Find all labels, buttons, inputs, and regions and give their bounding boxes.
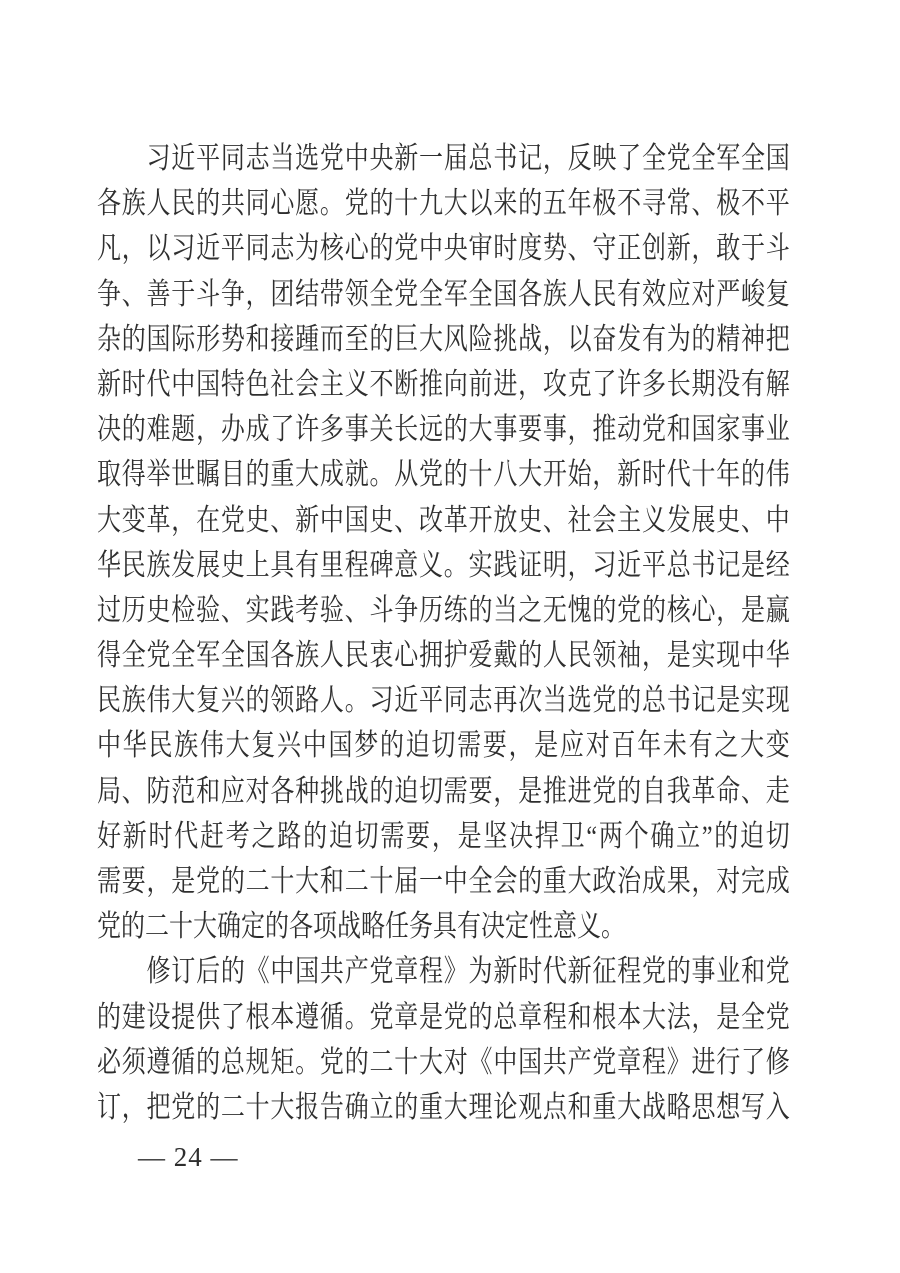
- text-line: 凡，以习近平同志为核心的党中央审时度势、守正创新，敢于斗: [97, 232, 790, 266]
- body-text: [97, 136, 790, 1130]
- text-line: 订，把党的二十大报告确立的重大理论观点和重大战略思想写入: [97, 1090, 790, 1124]
- text-line: 新时代中国特色社会主义不断推向前进，攻克了许多长期没有解: [97, 367, 790, 401]
- text-line: 争、善于斗争，团结带领全党全军全国各族人民有效应对严峻复: [97, 277, 790, 311]
- text-line: 修订后的《中国共产党章程》为新时代新征程党的事业和党: [97, 955, 790, 989]
- text-line: 华民族发展史上具有里程碑意义。实践证明，习近平总书记是经: [97, 548, 790, 582]
- text-line: 决的难题，办成了许多事关长远的大事要事，推动党和国家事业: [97, 413, 790, 447]
- text-line: 局、防范和应对各种挑战的迫切需要，是推进党的自我革命、走: [97, 774, 790, 808]
- text-line: 取得举世瞩目的重大成就。从党的十八大开始，新时代十年的伟: [97, 458, 790, 492]
- text-line: 需要，是党的二十大和二十届一中全会的重大政治成果，对完成: [97, 865, 790, 898]
- text-line: 各族人民的共同心愿。党的十九大以来的五年极不寻常、极不平: [97, 187, 790, 221]
- page-number: — 24 —: [138, 1142, 239, 1172]
- text-line: 的建设提供了根本遵循。党章是党的总章程和根本大法，是全党: [97, 1000, 790, 1034]
- text-line: 党的二十大确定的各项战略任务具有决定性意义。: [97, 910, 625, 944]
- text-line: 民族伟大复兴的领路人。习近平同志再次当选党的总书记是实现: [97, 684, 790, 718]
- text-line: 必须遵循的总规矩。党的二十大对《中国共产党章程》进行了修: [97, 1045, 790, 1079]
- text-line: 过历史检验、实践考验、斗争历练的当之无愧的党的核心，是赢: [97, 593, 790, 627]
- text-line: 得全党全军全国各族人民衷心拥护爱戴的人民领袖，是实现中华: [97, 639, 790, 673]
- text-line: 好新时代赶考之路的迫切需要，是坚决捍卫“两个确立”的迫切: [97, 819, 790, 853]
- text-line: 中华民族伟大复兴中国梦的迫切需要，是应对百年未有之大变: [97, 729, 790, 763]
- text-line: 杂的国际形势和接踵而至的巨大风险挑战，以奋发有为的精神把: [97, 322, 790, 356]
- text-line: 习近平同志当选党中央新一届总书记，反映了全党全军全国: [97, 142, 790, 175]
- text-line: 大变革，在党史、新中国史、改革开放史、社会主义发展史、中: [97, 503, 790, 537]
